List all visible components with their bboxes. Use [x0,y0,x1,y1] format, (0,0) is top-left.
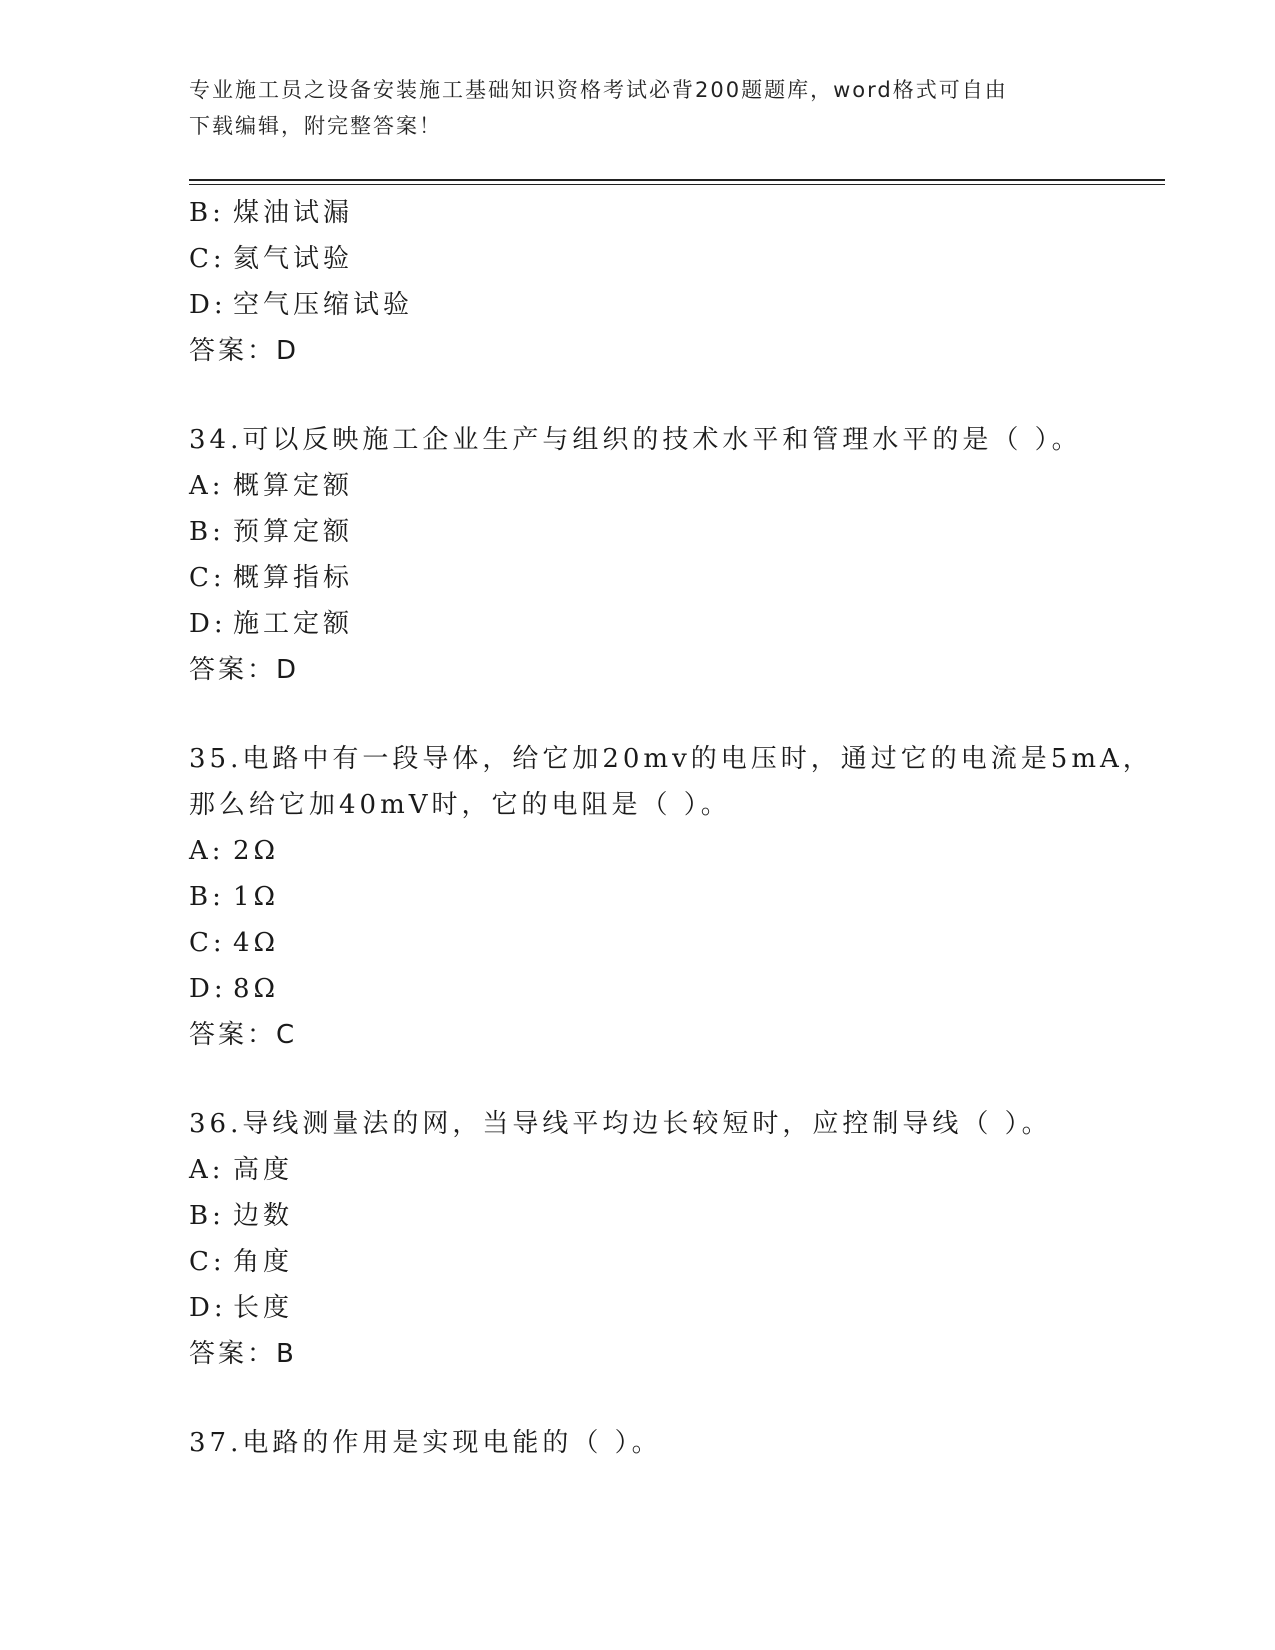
option-text: 角度 [233,1247,294,1277]
header-divider-thick [189,179,1165,181]
question-stem: 36.导线测量法的网，当导线平均边长较短时，应控制导线（ ）。 [189,1109,1052,1139]
option-key: A: [189,471,225,501]
spacer [189,1377,1165,1420]
option-key: C: [189,928,226,958]
option-item [189,1147,1165,1193]
option-key: C: [189,563,226,593]
option-item [189,601,1165,647]
header-title-line-2: 下载编辑，附完整答案！ [189,114,442,138]
document-header [189,72,1089,144]
option-key: B: [189,1201,225,1231]
option-key: A: [189,836,225,866]
option-key: C: [189,1247,226,1277]
answer-line: 答案：B [189,1339,297,1369]
option-text: 空气压缩试验 [233,290,414,320]
option-text: 1Ω [233,882,280,912]
question-stem: 35.电路中有一段导体，给它加20mv的电压时，通过它的电流是5mA， [189,744,1153,774]
question-block-35 [189,736,1165,1058]
option-text: 预算定额 [233,517,354,547]
option-key: B: [189,198,225,228]
option-item [189,828,1165,874]
option-key: B: [189,882,225,912]
option-text: 2Ω [233,836,280,866]
question-stem: 37.电路的作用是实现电能的（ ）。 [189,1428,662,1458]
option-item [189,282,1165,328]
option-text: 煤油试漏 [233,198,354,228]
option-text: 高度 [233,1155,294,1185]
question-stem-continued: 那么给它加40mV时，它的电阻是（ ）。 [189,790,731,820]
question-block-37 [189,1420,1165,1466]
option-item [189,1193,1165,1239]
option-item [189,463,1165,509]
question-block-36 [189,1101,1165,1377]
answer-line: 答案：D [189,336,300,366]
option-item [189,874,1165,920]
option-item [189,920,1165,966]
option-text: 8Ω [233,974,280,1004]
option-item [189,509,1165,555]
option-text: 概算定额 [233,471,354,501]
question-block-33 [189,190,1165,374]
spacer [189,1058,1165,1101]
option-item [189,236,1165,282]
option-key: D: [189,290,227,320]
header-divider-thin [189,184,1165,185]
option-text: 长度 [233,1293,294,1323]
question-stem: 34.可以反映施工企业生产与组织的技术水平和管理水平的是（ ）。 [189,425,1082,455]
option-item [189,1285,1165,1331]
option-key: B: [189,517,225,547]
option-text: 施工定额 [233,609,354,639]
question-content [189,190,1165,1466]
option-key: D: [189,974,227,1004]
option-item [189,1239,1165,1285]
option-key: C: [189,244,226,274]
header-title-line-1: 专业施工员之设备安装施工基础知识资格考试必背200题题库，word格式可自由 [189,78,1008,102]
option-text: 氦气试验 [233,244,354,274]
option-text: 4Ω [233,928,280,958]
option-item [189,190,1165,236]
option-text: 边数 [233,1201,294,1231]
option-item [189,966,1165,1012]
spacer [189,374,1165,417]
option-item [189,555,1165,601]
option-key: D: [189,609,227,639]
option-text: 概算指标 [233,563,354,593]
question-block-34 [189,417,1165,693]
option-key: D: [189,1293,227,1323]
answer-line: 答案：D [189,655,300,685]
spacer [189,693,1165,736]
answer-line: 答案：C [189,1020,298,1050]
option-key: A: [189,1155,225,1185]
